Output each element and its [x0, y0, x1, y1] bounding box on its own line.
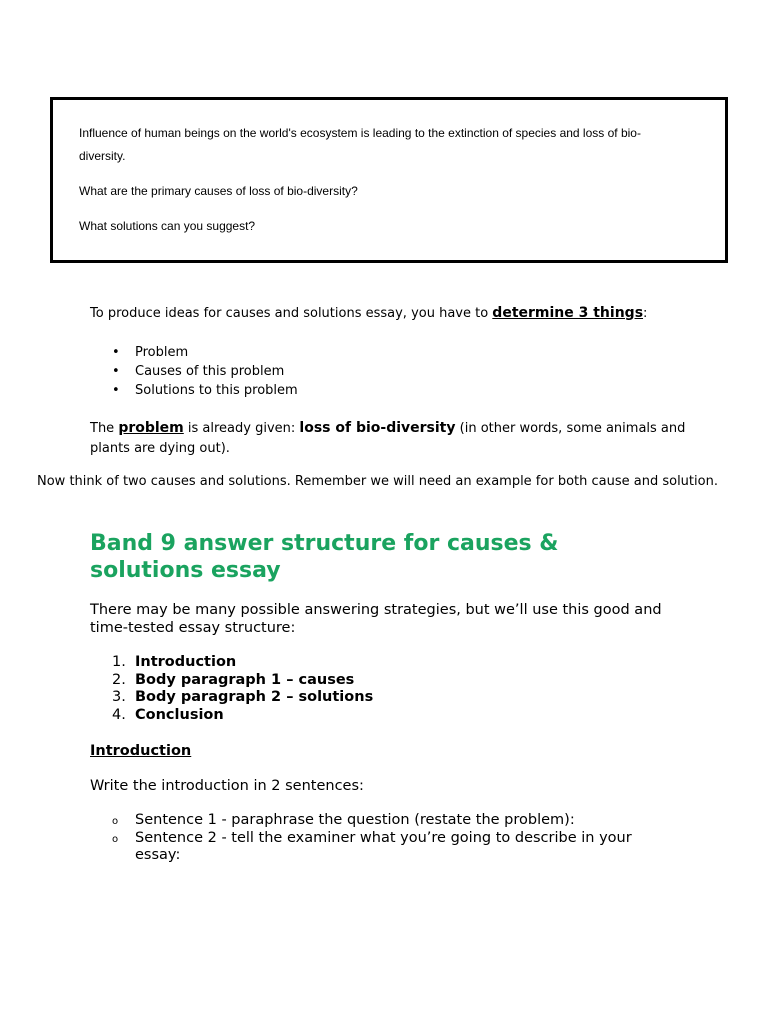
list-number: 1. [112, 654, 126, 670]
problem-paragraph [90, 418, 690, 459]
task-question-box [50, 97, 728, 263]
list-label: Introduction [135, 654, 237, 670]
task-question-causes: What are the primary causes of loss of bio-diversity? [79, 184, 358, 198]
ideas-intro-colon: : [643, 306, 648, 321]
structure-list [112, 654, 373, 725]
list-item: • Causes of this problem [112, 362, 298, 381]
problem-prefix: The [90, 421, 119, 436]
problem-value: loss of bio-diversity [299, 420, 456, 436]
task-question-solutions: What solutions can you suggest? [79, 219, 256, 233]
circle-bullet-icon: o [112, 833, 119, 845]
problem-suffix: (in other words, some animals and plants are dying out). [90, 421, 686, 456]
sentence-text: Sentence 1 - paraphrase the question (restate the problem): [135, 812, 575, 828]
sentence-text: Sentence 2 - tell the examiner what you’re going to describe in your essay: [135, 829, 632, 863]
ideas-intro-text: To produce ideas for causes and solutions essay, you have to [90, 306, 493, 321]
list-label: Body paragraph 2 – solutions [135, 689, 374, 706]
think-paragraph: Now think of two causes and solutions. Remember we will need an example for both cause and solution. [37, 474, 718, 489]
ideas-intro-emphasis: determine 3 things [492, 305, 644, 321]
circle-bullet-icon: o [112, 816, 119, 827]
list-item [112, 812, 645, 830]
list-label: Conclusion [135, 707, 224, 724]
list-item [112, 654, 373, 672]
list-number: 4. [112, 707, 126, 724]
ideas-bullet-list [112, 343, 298, 400]
task-statement: Influence of human beings on the world's ecosystem is leading to the extinction of species and loss of bio-diversity. [79, 126, 641, 163]
section-heading: Band 9 answer structure for causes & solutions essay [90, 531, 559, 583]
introduction-instruction: Write the introduction in 2 sentences: [90, 778, 364, 794]
introduction-heading: Introduction [90, 743, 192, 759]
list-number: 2. [112, 671, 126, 688]
problem-middle: is already given: [183, 421, 300, 436]
list-item: • Solutions to this problem [112, 381, 298, 400]
list-item: • Problem [112, 343, 298, 362]
list-item [112, 830, 645, 865]
list-number: 3. [112, 689, 126, 706]
list-label: Body paragraph 1 – causes [135, 671, 355, 688]
ideas-intro-paragraph [90, 305, 647, 321]
sentence-list [112, 812, 645, 865]
problem-word: problem [118, 420, 184, 436]
list-item [112, 672, 373, 690]
list-item [112, 689, 373, 707]
list-item [112, 707, 373, 725]
strategy-paragraph: There may be many possible answering strategies, but we’ll use this good and time-tested essay structure: [90, 602, 662, 636]
